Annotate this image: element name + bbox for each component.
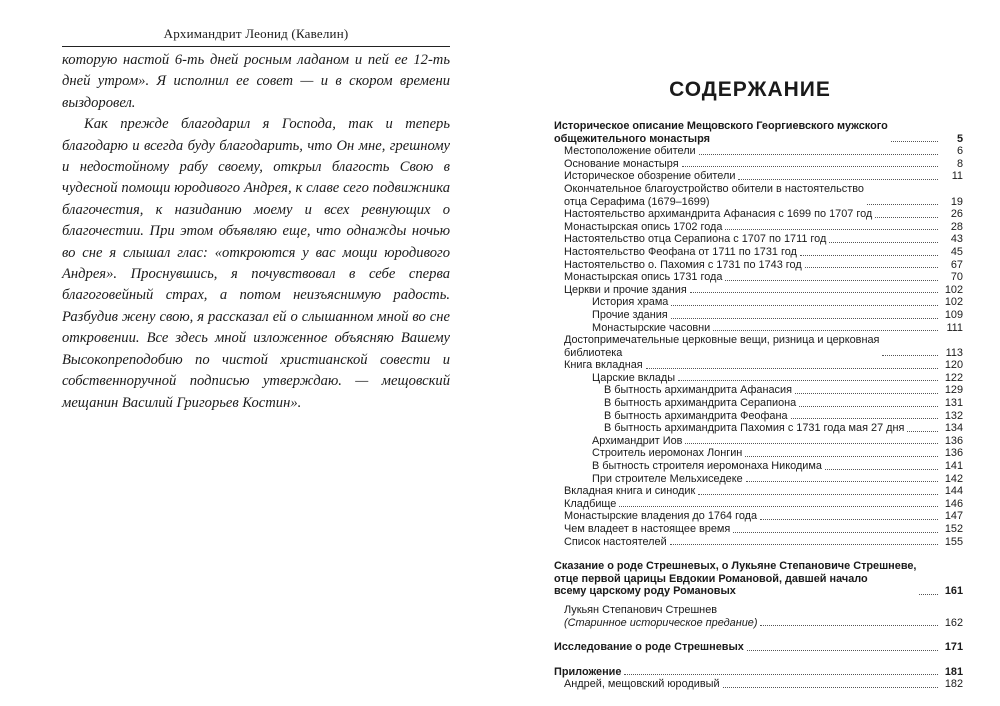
page-number: 162	[944, 616, 963, 629]
page-number: 102	[944, 296, 963, 309]
page-number: 171	[944, 641, 963, 654]
page-number: 129	[944, 384, 963, 397]
toc-title: СОДЕРЖАНИЕ	[669, 78, 831, 101]
toc-entry: В бытность архимандрита Афанасия 129	[604, 384, 963, 397]
header-rule	[62, 46, 450, 47]
toc-entry: Настоятельство о. Пахомия с 1731 по 1743 год 67	[564, 258, 963, 271]
page-number: 5	[956, 132, 963, 145]
page-number: 141	[944, 460, 963, 473]
page-number: 182	[944, 678, 963, 691]
toc-entry: Настоятельство архимандрита Афанасия с 1699 по 1707 год 26	[564, 208, 963, 221]
right-page	[500, 0, 1000, 706]
page-number: 132	[944, 409, 963, 422]
toc-entry: Строитель иеромонах Лонгин 136	[592, 447, 963, 460]
body-text	[62, 50, 450, 414]
toc-entry: Исследование о роде Стрешневых 171	[554, 641, 963, 654]
paragraph: которую настой 6-ть дней росным ладаном и пей ее 12-ть дней утром». Я исполнил ее совет — и в скором времени выздоровел.	[62, 52, 450, 111]
toc-entry: Книга вкладная 120	[564, 359, 963, 372]
page-number: 28	[950, 220, 963, 233]
table-of-contents	[554, 120, 963, 691]
toc-entry: Приложение 181	[554, 665, 963, 678]
toc-entry: В бытность архимандрита Пахомия с 1731 года мая 27 дня 134	[604, 422, 963, 435]
page-number: 120	[944, 359, 963, 372]
toc-entry: Царские вклады 122	[592, 371, 963, 384]
toc-entry: Основание монастыря 8	[564, 157, 963, 170]
toc-entry: Андрей, мещовский юродивый 182	[564, 678, 963, 691]
toc-entry: Лукьян Степанович Стрешнев (Старинное историческое предание) 162	[564, 603, 963, 629]
page-number: 43	[950, 233, 963, 246]
toc-entry: Список настоятелей 155	[564, 535, 963, 548]
page-number: 136	[944, 447, 963, 460]
toc-entry: Чем владеет в настоящее время 152	[564, 523, 963, 535]
toc-entry: Монастырская опись 1702 года 28	[564, 220, 963, 233]
running-head: Архимандрит Леонид (Кавелин)	[163, 26, 349, 41]
toc-entry: В бытность архимандрита Феофана 132	[604, 409, 963, 422]
page-number: 70	[950, 271, 963, 284]
page-number: 8	[956, 157, 963, 170]
toc-entry: Сказание о роде Стрешневых, о Лукьяне Степановиче Стрешневе, отце первой царицы Евдокии Романовой, давшей начало всему царскому роду Романовых 161	[554, 560, 963, 598]
page-number: 111	[946, 321, 963, 334]
toc-entry: Настоятельство Феофана от 1711 по 1731 год 45	[564, 245, 963, 258]
page-number: 45	[950, 245, 963, 258]
toc-entry: Окончательное благоустройство обители в настоятельство отца Серафима (1679–1699) 19	[564, 182, 963, 208]
toc-entry: История храма 102	[592, 296, 963, 309]
page-number: 142	[944, 472, 963, 485]
toc-entry: Достопримечательные церковные вещи, ризница и церковная библиотека 113	[564, 334, 963, 359]
toc-entry: Настоятельство отца Серапиона с 1707 по 1711 год 43	[564, 233, 963, 246]
page-number: 147	[944, 510, 963, 523]
page-number: 144	[944, 485, 963, 498]
toc-entry: Историческое описание Мещовского Георгиевского мужского общежительного монастыря 5	[554, 120, 963, 145]
toc-entry: Местоположение обители 6	[564, 145, 963, 158]
page-number: 6	[956, 145, 963, 158]
page-number: 26	[950, 208, 963, 221]
page-number: 152	[944, 523, 963, 535]
toc-entry: Прочие здания 109	[592, 308, 963, 321]
toc-entry: Кладбище 146	[564, 497, 963, 510]
toc-entry: Монастырские владения до 1764 года 147	[564, 510, 963, 523]
paragraph: Как прежде благодарил я Господа, так и теперь благодарю и всегда буду благодарить, что Он мне, грешному и недостойному рабу своему, открыл благость Свою в чудесной помощи юродивого Андрея, к славе сего подвижника благочестия, к назиданию моему и всех ревнующих о благочестии. При этом объявляю еще, что однажды ночью во сне я слышал глас: «откроются у вас мощи юродивого Андрея». Проснувшись, я почувствовал в себе сперва благоговейный страх, а потом неизъяснимую радость. Разбудив жену свою, я рассказал ей о слышанном мной во сне откровении. Все здесь мной изложенное объясняю Вашему Высокопреподобию по чистой христианской совести и собственноручной подписью утверждаю. — мещовский мещанин Василий Григорьев Костин».	[62, 116, 450, 411]
page-number: 102	[944, 283, 963, 296]
page-number: 131	[944, 397, 963, 410]
page-number: 136	[944, 434, 963, 447]
page-number: 11	[951, 170, 963, 183]
page-number: 155	[944, 535, 963, 548]
page-number: 146	[944, 497, 963, 510]
page-number: 113	[945, 346, 963, 359]
toc-entry: В бытность архимандрита Серапиона 131	[604, 397, 963, 410]
page-number: 181	[944, 665, 963, 678]
toc-entry: При строителе Мельхиседеке 142	[592, 472, 963, 485]
toc-entry: Архимандрит Иов 136	[592, 434, 963, 447]
toc-entry: Церкви и прочие здания 102	[564, 283, 963, 296]
page-number: 19	[950, 195, 963, 208]
page-number: 122	[944, 371, 963, 384]
toc-entry: В бытность строителя иеромонаха Никодима 141	[592, 460, 963, 473]
page-number: 109	[944, 308, 963, 321]
toc-entry: Монастырские часовни 111	[592, 321, 963, 334]
toc-entry: Монастырская опись 1731 года 70	[564, 271, 963, 284]
page-number: 161	[944, 585, 963, 598]
page-number: 134	[944, 422, 963, 435]
toc-entry: Историческое обозрение обители 11	[564, 170, 963, 183]
toc-entry: Вкладная книга и синодик 144	[564, 485, 963, 498]
page-number: 67	[950, 258, 963, 271]
